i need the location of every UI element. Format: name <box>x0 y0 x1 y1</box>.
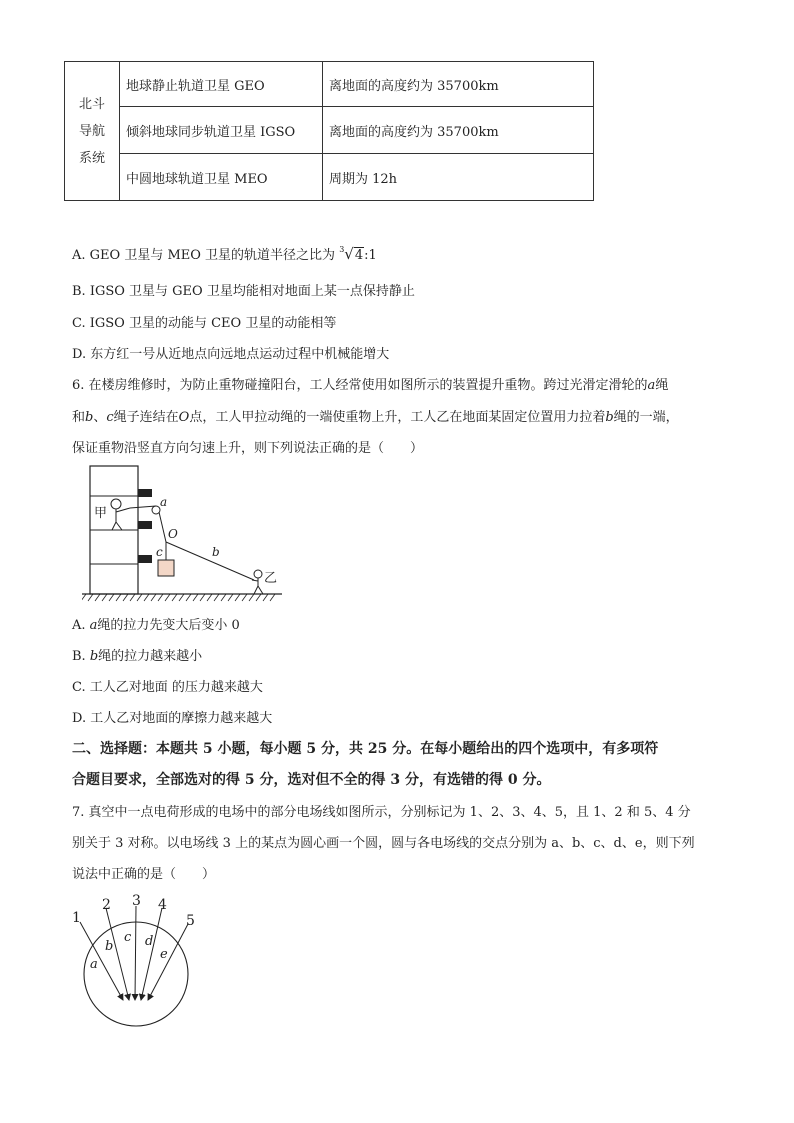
point-label: b <box>105 939 114 954</box>
q5-option-a-text: A. GEO 卫星与 MEO 卫星的轨道半径之比为 <box>72 248 340 263</box>
hatch-mark <box>158 594 163 601</box>
table-row <box>65 62 594 107</box>
q6-option-b <box>72 645 202 664</box>
hatch-mark <box>95 594 100 601</box>
balcony <box>138 521 152 529</box>
satellite-name: 倾斜地球同步轨道卫星 IGSO <box>120 107 323 154</box>
cube-root: $^3$√4 <box>339 244 364 263</box>
q6-text: 点，工人甲拉动绳的一端使重物上升，工人乙在地面某固定位置用力拉着 <box>189 410 606 425</box>
hatch-mark <box>165 594 170 601</box>
q6-var: O <box>178 410 190 425</box>
q6-text: 6. 在楼房维修时，为防止重物碰撞阳台，工人经常使用如图所示的装置提升重物。跨过光滑定滑轮的 <box>72 378 648 393</box>
worker-jia-head <box>111 499 121 509</box>
field-line-2 <box>106 908 129 1000</box>
hatch-mark <box>130 594 135 601</box>
rope-b <box>166 542 254 580</box>
root-index: 3 <box>339 244 345 254</box>
hatch-mark <box>88 594 93 601</box>
hatch-mark <box>235 594 240 601</box>
point-label: e <box>160 947 168 962</box>
section2-heading-line2: 合题目要求，全部选对的得 5 分，选对但不全的得 3 分，有选错的得 0 分。 <box>72 772 551 788</box>
hatch-mark <box>102 594 107 601</box>
q6-var: b <box>605 410 614 425</box>
field-line-4 <box>141 908 162 1000</box>
q6-text: B. <box>72 649 90 664</box>
group-line: 系统 <box>78 150 105 166</box>
q6-var: a <box>647 378 656 393</box>
q6-text: 、 <box>93 410 107 425</box>
hatch-mark <box>82 594 86 601</box>
balcony <box>138 489 152 497</box>
worker-yi-body <box>252 578 263 594</box>
table-row <box>65 107 594 154</box>
q6-text: 绳 <box>655 378 669 393</box>
balcony <box>138 555 152 563</box>
hatch-mark <box>228 594 233 601</box>
q6-var: c <box>106 410 114 425</box>
hatch-mark <box>151 594 156 601</box>
label-c: c <box>156 545 163 559</box>
hatch-mark <box>144 594 149 601</box>
q6-text: 绳的一端， <box>613 410 679 425</box>
hatch-mark <box>249 594 254 601</box>
field-line-number: 2 <box>102 897 111 913</box>
q6-text: 绳的拉力越来越小 <box>98 649 203 664</box>
section2-heading-line1: 二、选择题：本题共 5 小题，每小题 5 分，共 25 分。在每小题给出的四个选项中，有多项符 <box>72 741 659 757</box>
group-line: 北斗 <box>78 96 105 112</box>
q6-text: 绳的拉力先变大后变小 0 <box>97 618 240 633</box>
field-line-number: 3 <box>132 893 141 909</box>
ratio-tail: :1 <box>364 248 377 263</box>
q5-option-c: C. IGSO 卫星的动能与 CEO 卫星的动能相等 <box>72 316 337 331</box>
field-line-5 <box>148 924 188 1000</box>
satellite-info: 离地面的高度约为 35700km <box>323 62 594 107</box>
hatch-mark <box>214 594 219 601</box>
hatch-mark <box>193 594 198 601</box>
hatch-mark <box>207 594 212 601</box>
hatch-mark <box>109 594 114 601</box>
field-line-number: 1 <box>72 910 81 926</box>
pulley-figure <box>82 464 292 608</box>
hatch-mark <box>263 594 268 601</box>
q7-stem-line1: 7. 真空中一点电荷形成的电场中的部分电场线如图所示，分别标记为 1、2、3、4、5，且 1、2 和 5、4 分 <box>72 805 691 820</box>
label-O: O <box>168 527 178 541</box>
group-line: 导航 <box>78 123 105 139</box>
q7-stem-line2: 别关于 3 对称。以电场线 3 上的某点为圆心画一个圆，圆与各电场线的交点分别为 a、b、c、d、e，则下列 <box>72 836 695 851</box>
group-cell <box>65 62 120 201</box>
q6-stem-line2 <box>72 406 679 425</box>
field-line-3 <box>135 906 136 1000</box>
rope-a <box>159 512 166 542</box>
q6-var: b <box>89 649 99 664</box>
hatch-mark <box>242 594 247 601</box>
point-label: d <box>145 934 154 949</box>
hatch-mark <box>179 594 184 601</box>
rope-a-segment <box>130 506 156 508</box>
q5-option-a <box>72 244 377 263</box>
satellite-table <box>64 61 594 201</box>
hatch-mark <box>172 594 177 601</box>
hatch-mark <box>186 594 191 601</box>
hatch-mark <box>270 594 275 601</box>
point-label: c <box>124 930 132 945</box>
q7-stem-line3: 说法中正确的是（ ） <box>72 867 216 882</box>
hatch-mark <box>137 594 142 601</box>
hatch-mark <box>123 594 128 601</box>
label-yi: 乙 <box>264 571 278 586</box>
table-row <box>65 154 594 201</box>
label-jia: 甲 <box>94 506 108 521</box>
worker-yi-head <box>254 570 262 578</box>
q6-option-d: D. 工人乙对地面的摩擦力越来越大 <box>72 711 273 726</box>
hatch-mark <box>256 594 261 601</box>
field-line-number: 5 <box>186 913 195 929</box>
q6-var: b <box>85 410 94 425</box>
q6-option-a <box>72 614 240 633</box>
q6-var: a <box>89 618 98 633</box>
satellite-info: 周期为 12h <box>323 154 594 201</box>
q6-text: A. <box>72 618 90 633</box>
q6-option-c: C. 工人乙对地面 的压力越来越大 <box>72 680 263 695</box>
q6-text: 绳子连结在 <box>113 410 179 425</box>
q5-option-b: B. IGSO 卫星与 GEO 卫星均能相对地面上某一点保持静止 <box>72 284 415 299</box>
point-label: a <box>90 957 98 972</box>
satellite-name: 地球静止轨道卫星 GEO <box>120 62 323 107</box>
label-b: b <box>212 545 220 559</box>
q6-stem-line3: 保证重物沿竖直方向匀速上升，则下列说法正确的是（ ） <box>72 441 424 456</box>
satellite-info: 离地面的高度约为 35700km <box>323 107 594 154</box>
electric-field-figure <box>68 892 218 1028</box>
weight-box <box>158 560 174 576</box>
q6-text: 和 <box>72 410 86 425</box>
hatch-mark <box>200 594 205 601</box>
root-value: 4 <box>354 248 364 263</box>
worker-jia-body <box>112 508 130 530</box>
q5-option-d: D. 东方红一号从近地点向远地点运动过程中机械能增大 <box>72 347 390 362</box>
q6-stem-line1 <box>72 374 668 393</box>
satellite-name: 中圆地球轨道卫星 MEO <box>120 154 323 201</box>
hatch-mark <box>221 594 226 601</box>
hatch-mark <box>116 594 121 601</box>
ground-hatching <box>82 594 275 601</box>
field-line-number: 4 <box>158 897 167 913</box>
label-a: a <box>160 495 168 509</box>
